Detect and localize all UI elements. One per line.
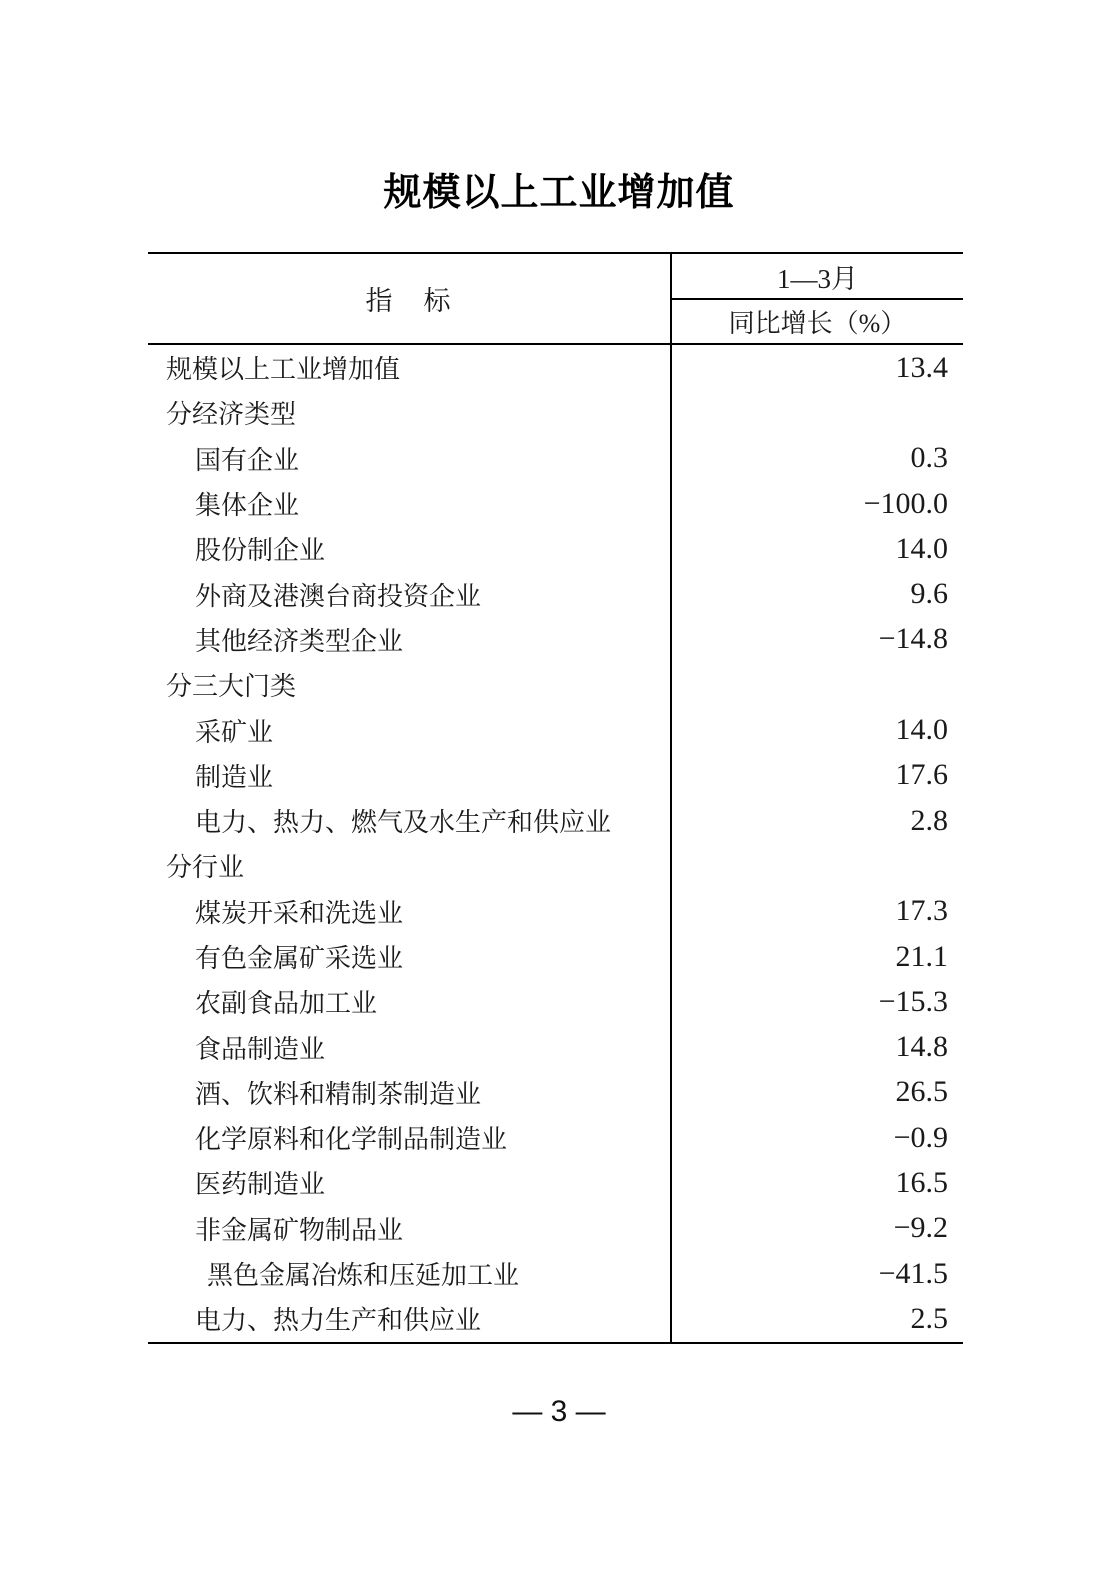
indicator-value: −15.3: [670, 979, 963, 1024]
header-value-group: [670, 254, 963, 343]
page-number: — 3 —: [512, 1395, 606, 1428]
indicator-label: 黑色金属冶炼和压延加工业: [207, 1261, 520, 1291]
indicator-value: 26.5: [670, 1070, 963, 1115]
indicator-value: 21.1: [670, 934, 963, 979]
table-row: [148, 798, 963, 843]
table-row: [148, 390, 963, 435]
indicator-label: 医药制造业: [195, 1170, 326, 1200]
table-row: [148, 481, 963, 526]
header-period: 1—3月: [672, 254, 963, 300]
indicator-value: 14.0: [670, 526, 963, 571]
indicator-label: 分经济类型: [166, 400, 297, 430]
indicator-value: 14.0: [670, 707, 963, 752]
indicator-label: 煤炭开采和洗选业: [195, 898, 404, 928]
indicator-value: 14.8: [670, 1024, 963, 1069]
indicator-value: [670, 843, 963, 888]
indicator-label: 集体企业: [195, 491, 300, 521]
indicator-label: 分三大门类: [166, 672, 297, 702]
indicator-value: 17.6: [670, 753, 963, 798]
indicator-value: −9.2: [670, 1206, 963, 1251]
table-row: [148, 753, 963, 798]
indicator-label: 外商及港澳台商投资企业: [195, 581, 482, 611]
indicator-label: 股份制企业: [195, 536, 326, 566]
table-row: [148, 934, 963, 979]
indicator-value: [670, 662, 963, 707]
indicator-value: [670, 390, 963, 435]
header-indicator: 指 标: [365, 286, 453, 316]
table-header: [148, 254, 963, 345]
table-body: [148, 345, 963, 1342]
indicator-label: 有色金属矿采选业: [195, 944, 404, 973]
indicator-label: 酒、饮料和精制茶制造业: [195, 1079, 482, 1109]
indicator-value: 2.8: [670, 798, 963, 843]
indicator-label: 国有企业: [195, 445, 300, 475]
page-title: 规模以上工业增加值: [383, 172, 735, 214]
indicator-label: 食品制造业: [195, 1034, 326, 1064]
table-row: [148, 1024, 963, 1069]
indicator-label: 化学原料和化学制品制造业: [195, 1125, 508, 1155]
indicator-label: 电力、热力、燃气及水生产和供应业: [195, 808, 612, 838]
indicator-value: 9.6: [670, 571, 963, 616]
table-row: [148, 617, 963, 662]
indicator-value: −100.0: [670, 481, 963, 526]
indicator-table: [148, 252, 963, 1344]
indicator-label: 农副食品加工业: [195, 989, 378, 1019]
indicator-value: −41.5: [670, 1251, 963, 1296]
table-row: [148, 979, 963, 1024]
table-row: [148, 843, 963, 888]
indicator-label: 其他经济类型企业: [195, 626, 404, 656]
indicator-label: 规模以上工业增加值: [166, 355, 401, 385]
indicator-value: 17.3: [670, 889, 963, 934]
indicator-value: −0.9: [670, 1115, 963, 1160]
table-row: [148, 662, 963, 707]
indicator-value: 2.5: [670, 1296, 963, 1341]
table-row: [148, 889, 963, 934]
table-row: [148, 526, 963, 571]
indicator-value: 16.5: [670, 1160, 963, 1205]
table-row: [148, 1206, 963, 1251]
table-row: [148, 1115, 963, 1160]
table-row: [148, 1296, 963, 1341]
table-row: [148, 436, 963, 481]
indicator-label: 分行业: [166, 853, 245, 883]
table-row: [148, 707, 963, 752]
table-row: [148, 571, 963, 616]
header-metric: 同比增长（%）: [728, 309, 907, 338]
indicator-label: 采矿业: [195, 717, 274, 747]
indicator-value: 0.3: [670, 436, 963, 481]
table-row: [148, 1160, 963, 1205]
indicator-value: 13.4: [670, 345, 963, 390]
indicator-label: 电力、热力生产和供应业: [195, 1306, 482, 1336]
indicator-label: 非金属矿物制品业: [195, 1215, 404, 1245]
table-row: [148, 1070, 963, 1115]
table-row: [148, 345, 963, 390]
indicator-value: −14.8: [670, 617, 963, 662]
table-row: [148, 1251, 963, 1296]
indicator-label: 制造业: [195, 762, 274, 792]
